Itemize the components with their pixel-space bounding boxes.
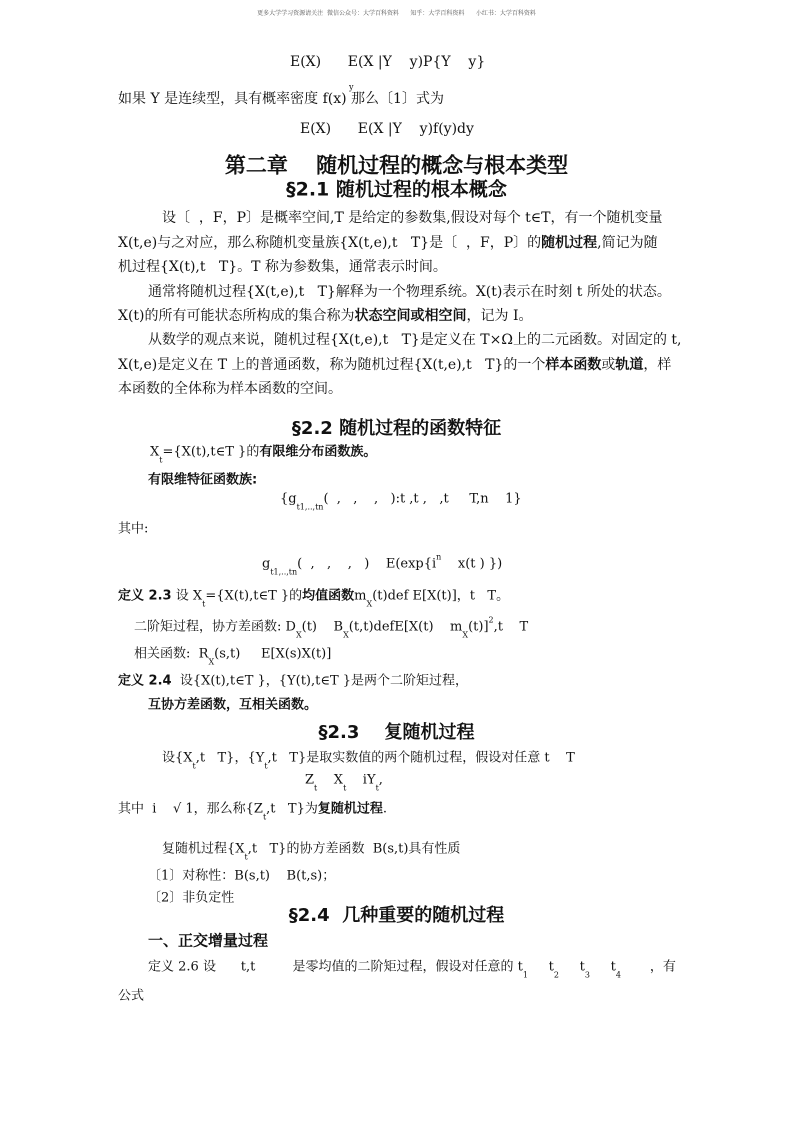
text-segment: ( , , , ):t ,t , ,t T,n 1} bbox=[323, 491, 522, 507]
text-line bbox=[118, 309, 533, 323]
text-segment: t bbox=[192, 761, 196, 771]
text-segment: ( , , , ) E(exp{i bbox=[297, 556, 437, 572]
text-line bbox=[148, 333, 681, 347]
text-segment: ,t T}是取实数值的两个随机过程，假设对任意 t T bbox=[267, 750, 575, 766]
text-segment: g bbox=[262, 556, 271, 572]
bold-term: 定义 2.3 bbox=[118, 588, 172, 604]
bold-term: 样本函数 bbox=[545, 357, 602, 373]
text-segment: ={X(t),t∈T }的 bbox=[205, 588, 303, 604]
section-title bbox=[0, 420, 793, 438]
text-segment: t bbox=[244, 852, 248, 862]
text-segment: t1,..,tn bbox=[296, 502, 324, 512]
text-segment: X bbox=[208, 657, 215, 667]
text-segment: t bbox=[159, 455, 163, 465]
text-segment: (t) B bbox=[301, 619, 344, 635]
chapter-title bbox=[0, 153, 793, 178]
formula bbox=[262, 554, 502, 577]
text-segment: {g bbox=[280, 491, 297, 507]
text-segment: (s,t) E[X(s)X(t)] bbox=[214, 646, 332, 662]
text-segment: ，记为 I。 bbox=[466, 308, 533, 324]
text-line bbox=[148, 474, 257, 487]
text-segment: ,t T}为 bbox=[266, 801, 318, 817]
subsection-title bbox=[148, 931, 269, 950]
text-line bbox=[148, 870, 335, 883]
page-header: 更多大学学习资源请关注 微信公众号：大学百科资料 知乎：大学百科资料 小红书：大学百科资料 bbox=[257, 10, 536, 17]
text-segment: t bbox=[262, 812, 267, 822]
text-segment: t bbox=[264, 761, 268, 771]
bold-term: §2.3 复随机过程 bbox=[318, 722, 475, 743]
text-segment: 2 bbox=[553, 970, 559, 980]
text-segment: 本函数的全体称为样本函数的空间。 bbox=[118, 381, 342, 397]
text-segment: 复随机过程{X bbox=[162, 841, 245, 857]
text-segment: 设{X(t),t∈T }，{Y(t),t∈T }是两个二阶矩过程， bbox=[171, 673, 469, 689]
text-segment: 设{X bbox=[162, 750, 193, 766]
text-line bbox=[118, 92, 444, 106]
text-line bbox=[162, 211, 663, 225]
text-segment: ,t T}的协方差函数 B(s,t)具有性质 bbox=[247, 841, 461, 857]
text-segment: 2 bbox=[488, 615, 494, 625]
text-segment: 其中: bbox=[118, 521, 149, 537]
text-segment: 3 bbox=[584, 970, 590, 980]
text-segment: 通常将随机过程{X(t,e),t T}解释为一个物理系统。X(t)表示在时刻 t 所处的状态。 bbox=[148, 284, 671, 300]
bold-term: §2.4 几种重要的随机过程 bbox=[288, 905, 505, 926]
text-segment: 二阶矩过程，协方差函数: D bbox=[134, 619, 296, 635]
section-title bbox=[0, 724, 793, 742]
text-line bbox=[118, 236, 658, 250]
text-segment: 如果 Y 是连续型，具有概率密度 f(x) 那么〔1〕式为 bbox=[118, 91, 444, 107]
text-line bbox=[118, 803, 387, 822]
text-segment: t bbox=[202, 599, 206, 609]
text-segment: n bbox=[436, 552, 442, 562]
text-segment: X bbox=[317, 772, 344, 788]
text-line bbox=[148, 892, 234, 905]
text-segment: 公式 bbox=[118, 988, 145, 1004]
bold-term: 互协方差函数，互相关函数。 bbox=[148, 697, 318, 713]
text-segment: X(t,e)与之对应，那么称随机变量族{X(t,e),t T}是〔 ，F，P〕的 bbox=[118, 235, 542, 251]
text-segment: X(t)的所有可能状态所构成的集合称为 bbox=[118, 308, 355, 324]
text-segment: iY bbox=[346, 772, 376, 788]
text-line bbox=[118, 990, 144, 1003]
text-segment: t bbox=[589, 959, 616, 975]
text-segment: ，有 bbox=[620, 959, 676, 975]
text-segment: 相关函数: R bbox=[134, 646, 209, 662]
text-segment: E(X) E(X |Y y)f(y)dy bbox=[300, 121, 474, 137]
text-segment: (t,t)defE[X(t) m bbox=[348, 619, 463, 635]
text-segment: ={X(t),t∈T }的 bbox=[162, 444, 260, 460]
text-segment: (t)def E[X(t)]，t T。 bbox=[372, 588, 510, 604]
text-line bbox=[134, 617, 528, 640]
text-segment: 设 X bbox=[171, 588, 203, 604]
bold-term: 第二章 随机过程的概念与根本类型 bbox=[224, 153, 569, 178]
bold-term: 一、正交增量过程 bbox=[148, 931, 269, 950]
bold-term: 轨道 bbox=[615, 357, 644, 373]
section-title bbox=[0, 178, 793, 201]
bold-term: 有限维特征函数族: bbox=[148, 472, 258, 488]
text-line bbox=[162, 843, 460, 862]
text-segment: , bbox=[378, 772, 383, 788]
text-line bbox=[118, 358, 671, 372]
bold-term: 随机过程 bbox=[541, 235, 598, 251]
text-segment: x(t ) }) bbox=[441, 556, 503, 572]
text-segment: m bbox=[354, 588, 367, 604]
bold-term: 定义 2.4 bbox=[118, 673, 172, 689]
text-segment: ,简记为随 bbox=[597, 235, 658, 251]
bold-term: 有限维分布函数族。 bbox=[259, 444, 377, 460]
text-segment: ，样 bbox=[643, 357, 672, 373]
text-segment: (t)] bbox=[468, 619, 489, 635]
text-line bbox=[118, 382, 342, 396]
text-segment: . bbox=[382, 801, 388, 817]
text-segment: X bbox=[343, 630, 349, 640]
text-line bbox=[134, 648, 331, 667]
text-segment: X(t,e)是定义在 T 上的普通函数，称为随机过程{X(t,e),t T}的一个 bbox=[118, 357, 546, 373]
text-segment: t bbox=[527, 959, 554, 975]
text-segment: E(X) E(X |Y y)P{Y y} bbox=[290, 54, 486, 70]
text-segment: 设〔 ，F，P〕是概率空间,T 是给定的参数集,假设对每个 t∈T，有一个随机变量 bbox=[162, 210, 663, 226]
definition-line bbox=[148, 961, 676, 980]
definition-line bbox=[118, 590, 509, 609]
text-segment: t1,..,tn bbox=[270, 567, 298, 577]
text-segment: ,t T}，{Y bbox=[195, 750, 265, 766]
text-segment: 从数学的观点来说，随机过程{X(t,e),t T}是定义在 T×Ω上的二元函数。对固定的 t, bbox=[148, 332, 682, 348]
text-segment: X bbox=[150, 444, 160, 460]
text-segment: ,t T bbox=[493, 619, 529, 635]
definition-line bbox=[118, 675, 468, 688]
formula bbox=[305, 774, 383, 793]
text-line bbox=[118, 260, 447, 274]
bold-term: 复随机过程 bbox=[317, 801, 383, 817]
bold-term: 状态空间或相空间 bbox=[354, 308, 467, 324]
text-line bbox=[150, 446, 376, 465]
bold-term: §2.1 随机过程的根本概念 bbox=[286, 178, 507, 201]
text-segment: 4 bbox=[615, 970, 621, 980]
bold-term: §2.2 随机过程的函数特征 bbox=[291, 418, 502, 439]
text-segment: X bbox=[462, 630, 469, 640]
text-segment: t bbox=[314, 783, 318, 793]
text-segment: X bbox=[295, 630, 302, 640]
formula bbox=[300, 122, 474, 136]
text-segment: 1 bbox=[522, 970, 528, 980]
text-segment: 其中 i √ 1，那么称{Z bbox=[118, 801, 263, 817]
text-line bbox=[148, 699, 317, 712]
text-segment: 或 bbox=[601, 357, 616, 373]
text-segment: 定义 2.6 设 t,t 是零均值的二阶矩过程，假设对任意的 t bbox=[148, 959, 523, 975]
text-segment: y bbox=[349, 82, 354, 92]
formula-sub bbox=[349, 77, 354, 92]
section-title bbox=[0, 907, 793, 925]
text-segment: 〔2〕非负定性 bbox=[148, 890, 235, 906]
bold-term: 均值函数 bbox=[302, 588, 355, 604]
text-segment: X bbox=[366, 599, 373, 609]
text-segment: t bbox=[375, 783, 379, 793]
formula bbox=[290, 55, 485, 69]
formula bbox=[280, 493, 522, 512]
text-segment: 〔1〕对称性：B(s,t) B(t,s)； bbox=[148, 868, 336, 884]
text-line bbox=[162, 752, 575, 771]
text-segment: Z bbox=[305, 772, 315, 788]
text-line bbox=[148, 285, 671, 299]
text-segment: t bbox=[343, 783, 347, 793]
text-segment: 机过程{X(t),t T}。T 称为参数集，通常表示时间。 bbox=[118, 259, 447, 275]
text-segment: t bbox=[558, 959, 585, 975]
text-line bbox=[118, 523, 148, 536]
